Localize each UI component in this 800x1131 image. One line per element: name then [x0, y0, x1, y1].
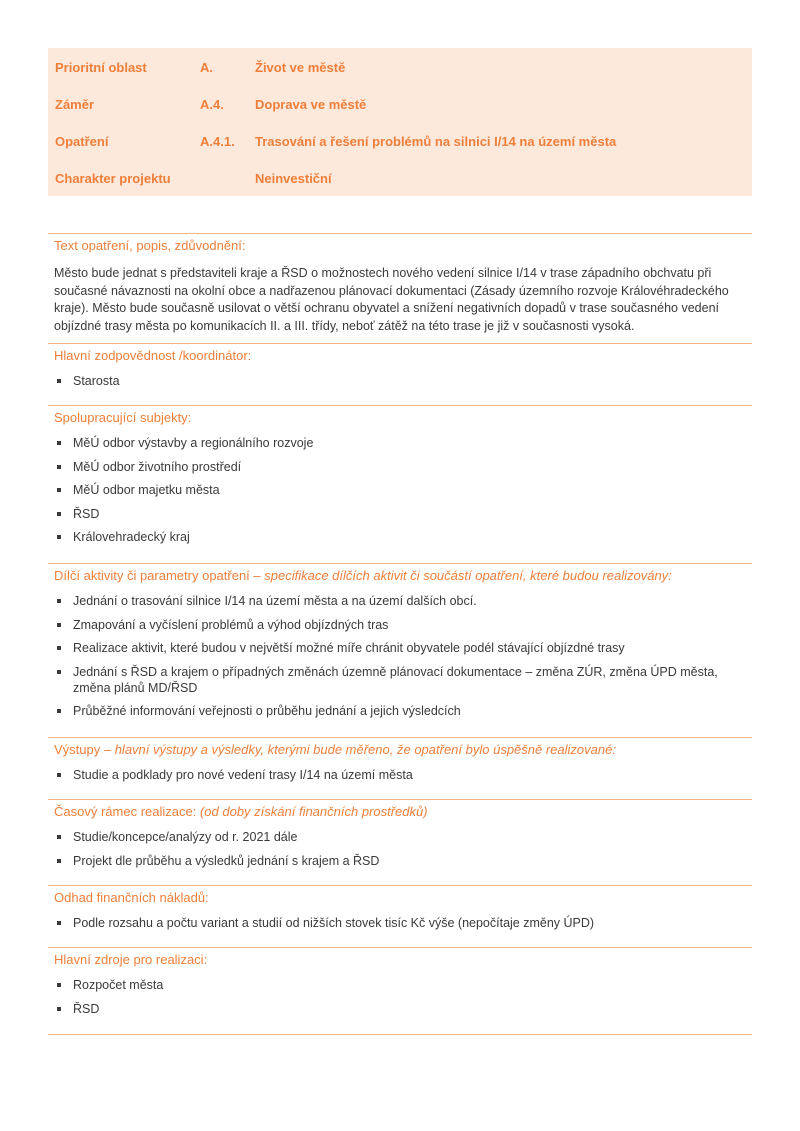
section-title	[54, 742, 616, 757]
description-line: současné návaznosti na okolní obce a nadřazenou plánovací dokumentaci (Zásady územního rozvoje Královéhradeckého	[54, 283, 729, 298]
list-item: MěÚ odbor výstavby a regionálního rozvoje	[54, 435, 744, 451]
list-item: Zmapování a vyčíslení problémů a výhod objízdných tras	[54, 617, 744, 633]
section-title-main: Výstupy	[54, 742, 101, 757]
list-item: ŘSD	[54, 506, 744, 522]
list-item: Projekt dle průběhu a výsledků jednání s krajem a ŘSD	[54, 853, 744, 869]
section-title: Hlavní zdroje pro realizaci:	[54, 952, 208, 967]
list-item: Královehradecký kraj	[54, 529, 744, 545]
sources-list	[54, 977, 744, 1024]
section-title-note: (od doby získání finančních prostředků)	[199, 804, 428, 819]
list-item: Rozpočet města	[54, 977, 744, 993]
header-label: Záměr	[55, 97, 95, 112]
timeframe-list	[54, 829, 744, 876]
section-title: Hlavní zodpovědnost /koordinátor:	[54, 348, 252, 363]
section-responsibility	[48, 343, 752, 406]
header-code: A.	[200, 60, 213, 75]
section-title-note: – hlavní výstupy a výsledky, kterými bude měřeno, že opatření bylo úspěšně realizované:	[100, 742, 616, 757]
header-value: Neinvestiční	[255, 171, 332, 186]
section-activities	[48, 563, 752, 738]
costs-list	[54, 915, 744, 939]
section-timeframe	[48, 799, 752, 886]
header-label: Prioritní oblast	[55, 60, 147, 75]
section-title-main: Dílčí aktivity či parametry opatření	[54, 568, 250, 583]
section-description	[48, 233, 752, 344]
section-title-main: Časový rámec realizace:	[54, 804, 200, 819]
list-item: Podle rozsahu a počtu variant a studií od nižších stovek tisíc Kč výše (nepočítaje změny ÚPD)	[54, 915, 744, 931]
description-line: objízdné trasy města po komunikacích II. a III. třídy, neboť zátěž na této trase je již v současnosti vysoká.	[54, 318, 635, 333]
header-value: Trasování a řešení problémů na silnici I/14 na území města	[255, 134, 617, 149]
responsibility-list	[54, 373, 744, 397]
outputs-list	[54, 767, 744, 791]
description-line: Město bude jednat s představiteli kraje a ŘSD o možnostech nového vedení silnice I/14 v trase západního obchvatu při	[54, 266, 712, 280]
project-header-table	[48, 48, 752, 196]
list-item: Starosta	[54, 373, 744, 389]
list-item: Realizace aktivit, které budou v největší možné míře chránit obyvatele podél stávající objízdné trasy	[54, 640, 744, 656]
cooperating-list	[54, 435, 744, 553]
header-label: Charakter projektu	[55, 171, 171, 186]
list-item: Průběžné informování veřejnosti o průběhu jednání a jejich výsledcích	[54, 703, 744, 719]
section-title	[54, 804, 428, 819]
header-value: Život ve městě	[255, 60, 346, 75]
activities-list	[54, 593, 744, 727]
description-line: kraje). Město bude současně usilovat o větší ochranu obyvatel a snížení negativních dopadů v trase současného vedení	[54, 301, 719, 315]
section-cooperating-entities	[48, 405, 752, 564]
section-title: Text opatření, popis, zdůvodnění:	[54, 238, 246, 253]
list-item: Studie a podklady pro nové vedení trasy I/14 na území města	[54, 767, 744, 783]
description-paragraph	[54, 265, 744, 335]
header-value: Doprava ve městě	[255, 97, 367, 112]
section-outputs	[48, 737, 752, 800]
header-code: A.4.	[200, 97, 224, 112]
header-code: A.4.1.	[200, 134, 235, 149]
list-item: MěÚ odbor životního prostředí	[54, 459, 744, 475]
section-title	[54, 568, 672, 583]
list-item: MěÚ odbor majetku města	[54, 482, 744, 498]
section-title-note: – specifikace dílčích aktivit či součástí opatření, které budou realizovány:	[249, 568, 672, 583]
section-title: Odhad finančních nákladů:	[54, 890, 209, 905]
list-item: ŘSD	[54, 1001, 744, 1017]
header-label: Opatření	[55, 134, 109, 149]
section-cost-estimate	[48, 885, 752, 948]
list-item: Jednání s ŘSD a krajem o případných změnách územně plánovací dokumentace – změna ZÚR, změna ÚPD města, změna plánů MD/ŘSD	[54, 664, 744, 696]
section-funding-sources	[48, 947, 752, 1035]
list-item: Studie/koncepce/analýzy od r. 2021 dále	[54, 829, 744, 845]
section-title: Spolupracující subjekty:	[54, 410, 192, 425]
list-item: Jednání o trasování silnice I/14 na území města a na území dalších obcí.	[54, 593, 744, 609]
